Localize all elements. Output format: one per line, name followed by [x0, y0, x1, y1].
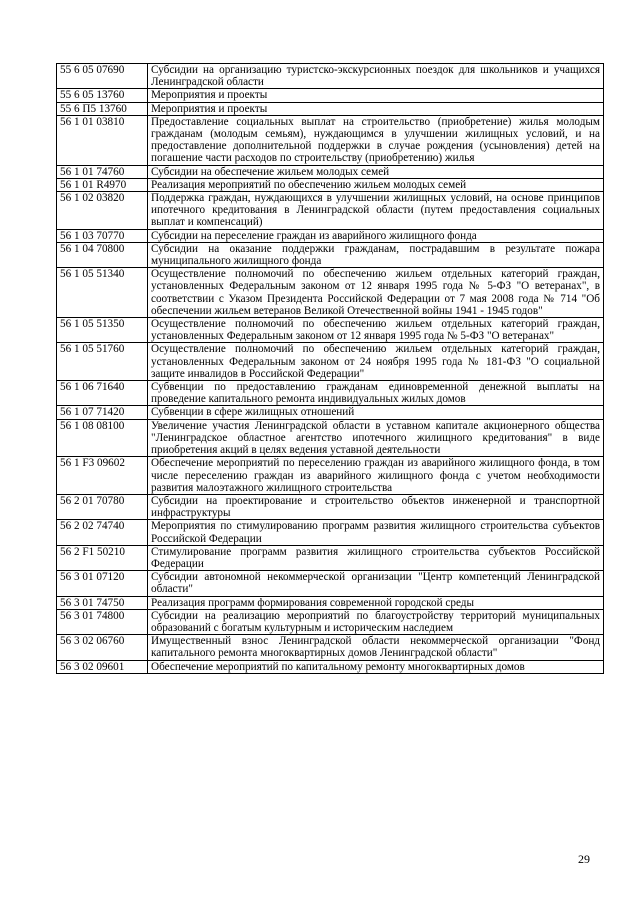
table-row [57, 165, 604, 178]
budget-code-cell: 56 1 02 03820 [57, 192, 148, 230]
budget-code-cell: 56 3 01 07120 [57, 571, 148, 596]
budget-code-cell: 56 1 05 51350 [57, 318, 148, 343]
description-cell: Субвенции по предоставлению гражданам единовременной денежной выплаты на проведение капитального ремонта индивидуальных жилых домов [148, 381, 604, 406]
table-row [57, 242, 604, 267]
budget-code-cell: 55 6 05 13760 [57, 89, 148, 102]
table-row [57, 115, 604, 165]
budget-code-table [56, 63, 604, 674]
budget-code-cell: 56 3 02 06760 [57, 635, 148, 660]
description-cell: Субсидии на оказание поддержки гражданам, пострадавшим в результате пожара муниципального жилищного фонда [148, 242, 604, 267]
budget-code-cell: 56 1 01 R4970 [57, 178, 148, 191]
table-row [57, 660, 604, 673]
description-cell: Субвенции в сфере жилищных отношений [148, 406, 604, 419]
budget-code-cell: 56 3 01 74800 [57, 609, 148, 634]
budget-code-cell: 56 1 08 08100 [57, 419, 148, 457]
table-row [57, 192, 604, 230]
table-row [57, 268, 604, 318]
budget-code-cell: 56 3 02 09601 [57, 660, 148, 673]
table-row [57, 178, 604, 191]
description-cell: Увеличение участия Ленинградской области в уставном капитале акционерного общества "Ленинградское областное агентство ипотечного жилищного кредитования" в виде приобретения акций в целях ведения уставной деятельности [148, 419, 604, 457]
description-cell: Субсидии на обеспечение жильем молодых семей [148, 165, 604, 178]
description-cell: Обеспечение мероприятий по капитальному ремонту многоквартирных домов [148, 660, 604, 673]
budget-code-cell: 55 6 05 07690 [57, 64, 148, 89]
table-row [57, 318, 604, 343]
table-row [57, 609, 604, 634]
description-cell: Субсидии на переселение граждан из аварийного жилищного фонда [148, 229, 604, 242]
table-row [57, 64, 604, 89]
budget-code-cell: 56 1 07 71420 [57, 406, 148, 419]
description-cell: Субсидии на реализацию мероприятий по благоустройству территорий муниципальных образований с богатым культурным и историческим наследием [148, 609, 604, 634]
description-cell: Поддержка граждан, нуждающихся в улучшении жилищных условий, на основе принципов ипотечного кредитования в Ленинградской области (путем предоставления социальных выплат и компенсаций) [148, 192, 604, 230]
budget-code-cell: 56 1 05 51760 [57, 343, 148, 381]
description-cell: Реализация программ формирования современной городской среды [148, 596, 604, 609]
table-row [57, 229, 604, 242]
table-row [57, 520, 604, 545]
description-cell: Осуществление полномочий по обеспечению жильем отдельных категорий граждан, установленных Федеральным законом от 24 ноября 1995 года № 181-ФЗ "О социальной защите инвалидов в Российской Федерации" [148, 343, 604, 381]
table-row [57, 494, 604, 519]
budget-code-cell: 55 6 П5 13760 [57, 102, 148, 115]
table-row [57, 571, 604, 596]
description-cell: Субсидии на проектирование и строительство объектов инженерной и транспортной инфраструктуры [148, 494, 604, 519]
description-cell: Субсидии автономной некоммерческой организации "Центр компетенций Ленинградской области" [148, 571, 604, 596]
description-cell: Имущественный взнос Ленинградской области некоммерческой организации "Фонд капитального ремонта многоквартирных домов Ленинградской области" [148, 635, 604, 660]
description-cell: Обеспечение мероприятий по переселению граждан из аварийного жилищного фонда, в том числе переселению граждан из аварийного жилищного фонда с учетом необходимости развития малоэтажного жилищного строительства [148, 457, 604, 495]
budget-code-cell: 56 1 03 70770 [57, 229, 148, 242]
budget-code-cell: 56 3 01 74750 [57, 596, 148, 609]
table-row [57, 406, 604, 419]
table-row [57, 545, 604, 570]
description-cell: Осуществление полномочий по обеспечению жильем отдельных категорий граждан, установленных Федеральным законом от 12 января 1995 года № 5-ФЗ "О ветеранах" [148, 318, 604, 343]
budget-code-cell: 56 1 F3 09602 [57, 457, 148, 495]
budget-code-cell: 56 1 01 03810 [57, 115, 148, 165]
description-cell: Реализация мероприятий по обеспечению жильем молодых семей [148, 178, 604, 191]
description-cell: Предоставление социальных выплат на строительство (приобретение) жилья молодым гражданам (молодым семьям), нуждающимся в улучшении жилищных условий, и на предоставление дополнительной поддержки в случае рождения (усыновления) детей на погашение части расходов по строительству (приобретению) жилья [148, 115, 604, 165]
table-row [57, 596, 604, 609]
budget-code-cell: 56 1 04 70800 [57, 242, 148, 267]
table-row [57, 419, 604, 457]
description-cell: Субсидии на организацию туристско-экскурсионных поездок для школьников и учащихся Ленинградской области [148, 64, 604, 89]
table-row [57, 102, 604, 115]
budget-code-cell: 56 1 01 74760 [57, 165, 148, 178]
budget-code-cell: 56 2 F1 50210 [57, 545, 148, 570]
table-row [57, 89, 604, 102]
budget-code-cell: 56 1 06 71640 [57, 381, 148, 406]
page-number: 29 [578, 852, 590, 866]
description-cell: Осуществление полномочий по обеспечению жильем отдельных категорий граждан, установленных Федеральным законом от 12 января 1995 года № 5-ФЗ "О ветеранах", в соответствии с Указом Президента Российской Федерации от 7 мая 2008 года № 714 "Об обеспечении жильем ветеранов Великой Отечественной войны 1941 - 1945 годов" [148, 268, 604, 318]
table-row [57, 635, 604, 660]
budget-code-cell: 56 2 02 74740 [57, 520, 148, 545]
table-row [57, 343, 604, 381]
table-row [57, 457, 604, 495]
description-cell: Мероприятия по стимулированию программ развития жилищного строительства субъектов Российской Федерации [148, 520, 604, 545]
budget-code-cell: 56 1 05 51340 [57, 268, 148, 318]
table-row [57, 381, 604, 406]
description-cell: Мероприятия и проекты [148, 102, 604, 115]
table-body [57, 64, 604, 674]
description-cell: Мероприятия и проекты [148, 89, 604, 102]
budget-code-cell: 56 2 01 70780 [57, 494, 148, 519]
description-cell: Стимулирование программ развития жилищного строительства субъектов Российской Федерации [148, 545, 604, 570]
